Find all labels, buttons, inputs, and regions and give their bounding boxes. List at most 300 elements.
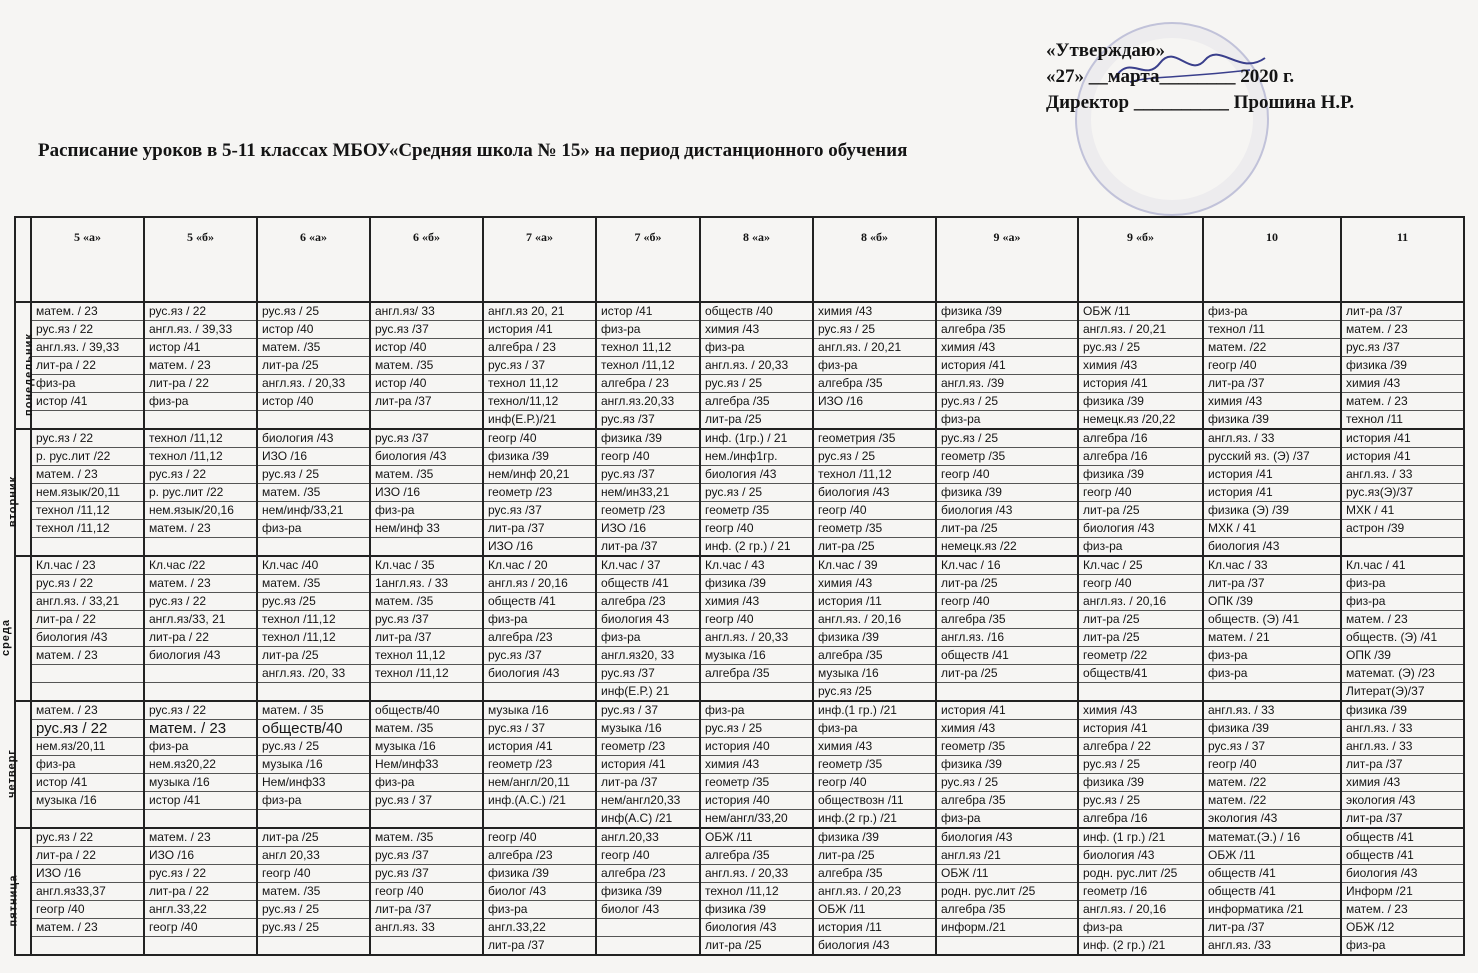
lesson-cell: англ.яз. / 33 [1203,429,1341,448]
lesson-cell: нем.языκ/20,11 [31,484,144,502]
lesson-cell [144,538,257,557]
lesson-cell: англ.яз. / 39,33 [144,321,257,339]
lesson-cell: лит-ра / 22 [144,883,257,901]
lesson-cell: инф. (2 гр.) / 21 [700,538,813,557]
day-label [0,556,31,701]
lesson-cell [596,937,700,956]
lesson-cell: ИЗО /16 [370,484,483,502]
class-header: 9 «б» [1078,217,1203,302]
lesson-cell: геогр /40 [144,919,257,937]
lesson-cell: инф(Е.Р.) 21 [596,683,700,702]
lesson-cell: технол /11,12 [144,429,257,448]
class-header: 5 «а» [31,217,144,302]
lesson-cell: технол /11,12 [144,448,257,466]
lesson-cell: англ.яз. / 33,21 [31,593,144,611]
lesson-cell: лит-ра /25 [700,937,813,956]
class-header: 7 «а» [483,217,596,302]
lesson-cell: физика /39 [483,448,596,466]
lesson-cell: рус.яз / 22 [31,828,144,847]
lesson-row [15,919,1464,937]
lesson-cell [370,411,483,430]
lesson-cell: физика /39 [813,828,936,847]
lesson-cell: инф(Е.Р.)/21 [483,411,596,430]
lesson-cell: лит-ра /37 [1203,575,1341,593]
lesson-cell: ОПК /39 [1341,647,1464,665]
lesson-cell: лит-ра /25 [936,575,1078,593]
lesson-row [15,865,1464,883]
lesson-cell: 1англ.яз. / 33 [370,575,483,593]
lesson-cell: химия /43 [700,593,813,611]
lesson-cell: геогр /40 [31,901,144,919]
lesson-cell [1203,683,1341,702]
lesson-cell: истор /40 [370,375,483,393]
lesson-cell [936,683,1078,702]
lesson-cell: нем/инф 33 [370,520,483,538]
lesson-cell: технол 11,12 [483,375,596,393]
approval-date: «27» __марта________ 2020 г. [1046,66,1295,87]
lesson-cell: рус.яз /37 [483,647,596,665]
day-label [7,429,31,556]
lesson-cell: рус.яз /37 [370,429,483,448]
lesson-cell: нем/англ/33,20 [700,810,813,829]
lesson-cell: нем/англ20,33 [596,792,700,810]
lesson-cell: биолог /43 [483,883,596,901]
lesson-cell: рус.яз / 25 [257,302,370,321]
lesson-row [15,357,1464,375]
lesson-cell: алгебра /35 [700,393,813,411]
lesson-cell: матем. /35 [370,357,483,375]
lesson-cell: лит-ра /37 [483,520,596,538]
lesson-cell: рус.яз / 25 [813,321,936,339]
lesson-cell [144,683,257,702]
lesson-cell: геогр /40 [936,593,1078,611]
lesson-cell: инф. (2 гр.) /21 [1078,937,1203,956]
lesson-cell: англ.яз. / 20,33 [700,357,813,375]
lesson-cell: англ.яз. / 20,33 [257,375,370,393]
lesson-cell: ОБЖ /12 [1341,919,1464,937]
lesson-cell: музыка /16 [700,647,813,665]
lesson-cell: геогр /40 [813,502,936,520]
lesson-cell: лит-ра /37 [596,538,700,557]
lesson-cell: химия /43 [1203,393,1341,411]
lesson-cell: англ.яз. / 20,16 [1078,901,1203,919]
lesson-cell: обществ /41 [936,647,1078,665]
lesson-cell: биология /43 [936,828,1078,847]
lesson-cell: ОБЖ /11 [813,901,936,919]
lesson-cell: биология /43 [700,919,813,937]
lesson-cell: геометр /35 [813,756,936,774]
lesson-cell: технол /11,12 [257,629,370,647]
lesson-cell: англ.яз. / 20,33 [700,865,813,883]
lesson-cell: физ-ра [1203,647,1341,665]
lesson-cell: лит-ра /37 [370,393,483,411]
lesson-cell [370,538,483,557]
lesson-cell: Кл.час / 43 [700,556,813,575]
day-name: четверг [5,748,18,798]
lesson-cell: англ.яз33,37 [31,883,144,901]
class-header: 7 «б» [596,217,700,302]
lesson-cell: история /41 [1203,484,1341,502]
lesson-cell: биология /43 [370,448,483,466]
lesson-row [15,538,1464,557]
lesson-cell: ОБЖ /11 [1203,847,1341,865]
lesson-cell: экология /43 [1203,810,1341,829]
lesson-cell: технол 11,12 [596,339,700,357]
lesson-cell: музыка /16 [813,665,936,683]
lesson-cell: матем. /35 [257,575,370,593]
lesson-cell: Кл.час / 37 [596,556,700,575]
lesson-cell: МХК / 41 [1341,502,1464,520]
lesson-cell: алгебра /35 [936,611,1078,629]
schedule-table-wrap [0,216,1443,963]
lesson-cell: англ.яз. /33 [1203,937,1341,956]
lesson-cell: геометр /35 [813,520,936,538]
lesson-cell: англ.яз. / 20,21 [1078,321,1203,339]
lesson-cell: алгебра /35 [813,375,936,393]
lesson-cell: математ.(Э.) / 16 [1203,828,1341,847]
lesson-cell: биология /43 [144,647,257,665]
lesson-cell: биология /43 [1078,847,1203,865]
lesson-cell [483,810,596,829]
lesson-cell: матем. /35 [257,484,370,502]
lesson-cell: англ.20,33 [596,828,700,847]
lesson-cell: алгебра /35 [813,647,936,665]
lesson-row [15,302,1464,321]
lesson-row [15,593,1464,611]
lesson-cell: рус.яз / 25 [700,375,813,393]
header-corner [15,217,31,302]
lesson-cell: ИЗО /16 [483,538,596,557]
lesson-cell: рус.яз /37 [370,611,483,629]
lesson-cell: физика /39 [596,883,700,901]
lesson-cell: биология /43 [936,502,1078,520]
lesson-cell: рус.яз / 37 [1203,738,1341,756]
lesson-cell: рус.яз /37 [370,321,483,339]
lesson-cell: истор /40 [370,339,483,357]
lesson-cell: англ.яз/33, 21 [144,611,257,629]
lesson-cell: геогр /40 [1078,484,1203,502]
lesson-cell: алгебра /23 [483,847,596,865]
lesson-cell: немецк.яз /22 [936,538,1078,557]
lesson-row [15,738,1464,756]
lesson-cell: Нем/инф33 [257,774,370,792]
lesson-cell: геогр /40 [483,429,596,448]
lesson-row [15,629,1464,647]
lesson-cell: биология 43 [596,611,700,629]
lesson-cell: рус.яз / 25 [257,901,370,919]
lesson-row [15,665,1464,683]
lesson-cell: немецк.яз /20,22 [1078,411,1203,430]
lesson-cell: нем/ин33,21 [596,484,700,502]
lesson-cell: алгебра / 22 [1078,738,1203,756]
lesson-cell: лит-ра / 22 [144,629,257,647]
lesson-cell: физика /39 [936,302,1078,321]
lesson-cell: лит-ра /25 [936,520,1078,538]
lesson-cell: русский яз. (Э) /37 [1203,448,1341,466]
lesson-cell: рус.яз / 25 [700,720,813,738]
lesson-cell: рус.яз / 22 [31,720,144,738]
lesson-row [15,393,1464,411]
day-name: пятница [7,874,20,926]
lesson-cell: нем.яз20,22 [144,756,257,774]
lesson-cell: музыка /16 [31,792,144,810]
class-header: 8 «б» [813,217,936,302]
lesson-cell: геометр /35 [936,738,1078,756]
lesson-cell: алгебра /35 [936,901,1078,919]
lesson-cell: технол /11,12 [257,611,370,629]
lesson-cell: биология /43 [1078,520,1203,538]
lesson-cell: англ.яз. / 33 [1341,720,1464,738]
lesson-cell [1078,683,1203,702]
lesson-cell: физ-ра [144,393,257,411]
lesson-cell: рус.яз / 22 [144,865,257,883]
lesson-cell: рус.яз /25 [813,683,936,702]
lesson-cell: матем. / 21 [1203,629,1341,647]
lesson-cell: геогр /40 [596,847,700,865]
lesson-cell: геогр /40 [370,883,483,901]
schedule-body [0,302,1464,955]
lesson-cell: лит-ра /37 [1341,302,1464,321]
lesson-cell: история /40 [700,792,813,810]
lesson-cell: рус.яз / 22 [144,593,257,611]
lesson-cell: информ./21 [936,919,1078,937]
lesson-cell [1341,538,1464,557]
lesson-cell: химия /43 [700,756,813,774]
lesson-cell: физика /39 [813,629,936,647]
lesson-cell: матем. /35 [257,883,370,901]
lesson-row [15,321,1464,339]
lesson-cell: рус.яз /37 [596,411,700,430]
lesson-cell: физ-ра [1078,919,1203,937]
lesson-cell: обществ/40 [370,701,483,720]
lesson-cell: химия /43 [813,575,936,593]
lesson-row [15,448,1464,466]
lesson-cell: геометр /23 [596,502,700,520]
day-name: среда [0,618,13,656]
lesson-cell: физ-ра [370,502,483,520]
lesson-cell: физика /39 [1203,411,1341,430]
lesson-cell: рус.яз / 25 [1078,339,1203,357]
lesson-cell: биология /43 [257,429,370,448]
lesson-row [15,937,1464,956]
lesson-cell: лит-ра /25 [1078,629,1203,647]
lesson-row [15,411,1464,430]
lesson-cell: музыка /16 [596,720,700,738]
lesson-cell [257,810,370,829]
approval-heading: «Утверждаю» [1046,40,1165,61]
lesson-cell: матем. / 23 [144,575,257,593]
lesson-cell: инф. (1 гр.) /21 [1078,828,1203,847]
lesson-cell [257,937,370,956]
lesson-cell: алгебра /35 [700,847,813,865]
lesson-cell: геометр /22 [1078,647,1203,665]
lesson-cell: истор /41 [31,393,144,411]
lesson-cell: инф(А.С) /21 [596,810,700,829]
lesson-cell: история /41 [1341,429,1464,448]
lesson-row [15,520,1464,538]
lesson-cell: истор /41 [31,774,144,792]
lesson-cell [257,538,370,557]
lesson-row [15,883,1464,901]
lesson-cell: лит-ра /25 [1078,611,1203,629]
lesson-cell: геогр /40 [257,865,370,883]
lesson-cell: физика /39 [1203,720,1341,738]
lesson-cell: рус.яз / 22 [144,466,257,484]
lesson-cell: р. рус.лит /22 [31,448,144,466]
lesson-row [15,756,1464,774]
lesson-cell: англ.яз.20,33 [596,393,700,411]
lesson-cell: Информ /21 [1341,883,1464,901]
lesson-cell: обществ /41 [1203,883,1341,901]
lesson-cell: обществ /41 [1341,828,1464,847]
lesson-cell: алгебра /35 [813,865,936,883]
lesson-cell: технол 11,12 [370,647,483,665]
lesson-cell: нем/англ/20,11 [483,774,596,792]
lesson-cell: биология /43 [813,937,936,956]
lesson-cell: матем. /35 [370,593,483,611]
lesson-cell: матем. /22 [1203,792,1341,810]
lesson-cell: нем/инф 20,21 [483,466,596,484]
lesson-cell: матем. /22 [1203,339,1341,357]
lesson-cell: Кл.час / 33 [1203,556,1341,575]
lesson-cell: англ.яз /21 [936,847,1078,865]
lesson-cell: Кл.час / 16 [936,556,1078,575]
lesson-cell: физика (Э) /39 [1203,502,1341,520]
lesson-cell: физ-ра [483,901,596,919]
lesson-cell: обществозн /11 [813,792,936,810]
lesson-cell: Нем/инф33 [370,756,483,774]
lesson-cell [483,683,596,702]
lesson-cell: история /41 [936,701,1078,720]
lesson-cell: МХК / 41 [1203,520,1341,538]
lesson-cell: лит-ра /25 [813,538,936,557]
lesson-cell: технол /11,12 [31,520,144,538]
lesson-cell: ОБЖ /11 [700,828,813,847]
lesson-cell [31,810,144,829]
lesson-cell: технол /11,12 [813,466,936,484]
lesson-row [15,828,1464,847]
lesson-cell: инф.(1 гр.) /21 [813,701,936,720]
lesson-cell: рус.яз / 25 [936,429,1078,448]
lesson-cell: рус.яз /37 [370,865,483,883]
lesson-cell: музыка /16 [144,774,257,792]
lesson-cell: лит-ра / 22 [144,375,257,393]
lesson-cell: англ.яз. /20, 33 [257,665,370,683]
lesson-cell [596,919,700,937]
class-header: 10 [1203,217,1341,302]
class-header: 6 «а» [257,217,370,302]
lesson-cell [144,937,257,956]
lesson-cell: родн. рус.лит /25 [936,883,1078,901]
lesson-cell: история /41 [1078,375,1203,393]
page-title: Расписание уроков в 5-11 классах МБОУ«Средняя школа № 15» на период дистанционного обучения [38,140,908,161]
lesson-cell: физика /39 [1341,701,1464,720]
lesson-cell: физ-ра [257,520,370,538]
lesson-row [15,901,1464,919]
lesson-cell: история /41 [936,357,1078,375]
lesson-row [15,792,1464,810]
lesson-cell: ОПК /39 [1203,593,1341,611]
lesson-cell: физика /39 [1078,774,1203,792]
lesson-cell: информатика /21 [1203,901,1341,919]
lesson-row [15,502,1464,520]
lesson-cell: инф. (1гр.) / 21 [700,429,813,448]
lesson-cell [31,411,144,430]
lesson-cell [144,665,257,683]
lesson-cell: физика /39 [700,901,813,919]
lesson-cell: лит-ра /25 [1078,502,1203,520]
lesson-cell: биология /43 [1341,865,1464,883]
lesson-row [15,484,1464,502]
lesson-cell: физ-ра [31,375,144,393]
lesson-cell: матем. /35 [370,720,483,738]
lesson-cell: физ-ра [1203,665,1341,683]
lesson-cell: обществ. (Э) /41 [1203,611,1341,629]
lesson-cell: обществ /41 [1203,865,1341,883]
lesson-row [15,683,1464,702]
lesson-cell: физ-ра [813,357,936,375]
lesson-cell: биология /43 [700,466,813,484]
lesson-cell: англ.яз. / 33 [1203,701,1341,720]
lesson-cell: история /41 [483,321,596,339]
lesson-cell: химия /43 [700,321,813,339]
lesson-row [15,339,1464,357]
lesson-cell: рус.яз /37 [596,665,700,683]
lesson-cell: ОБЖ /11 [1078,302,1203,321]
lesson-cell: англ.33,22 [144,901,257,919]
lesson-cell: р. рус.лит /22 [144,484,257,502]
lesson-cell: лит-ра /37 [1203,919,1341,937]
lesson-cell: англ.яз. / 20,23 [813,883,936,901]
lesson-cell: геометрия /35 [813,429,936,448]
lesson-cell: геометр /35 [936,448,1078,466]
lesson-row [15,720,1464,738]
lesson-cell: химия /43 [813,302,936,321]
lesson-cell: рус.яз / 22 [31,575,144,593]
lesson-row [15,810,1464,829]
lesson-cell: родн. рус.лит /25 [1078,865,1203,883]
lesson-cell: геогр /40 [700,611,813,629]
lesson-cell: матем. / 23 [1341,901,1464,919]
lesson-cell: физ-ра [700,701,813,720]
lesson-cell: рус.яз / 25 [257,919,370,937]
lesson-cell: история /11 [813,593,936,611]
lesson-cell: англ.яз. / 20,33 [700,629,813,647]
lesson-cell: физика /39 [596,429,700,448]
lesson-cell: физика /39 [1078,466,1203,484]
class-header-row [15,217,1464,302]
lesson-cell: алгебра / 23 [483,339,596,357]
lesson-row [15,701,1464,720]
lesson-cell: лит-ра /25 [257,647,370,665]
lesson-cell: музыка /16 [257,756,370,774]
lesson-cell: технол /11 [1341,411,1464,430]
lesson-cell: астрон /39 [1341,520,1464,538]
lesson-cell: алгебра /23 [596,593,700,611]
lesson-cell: алгебра /16 [1078,429,1203,448]
lesson-cell: нем.языκ/20,16 [144,502,257,520]
lesson-cell: лит-ра /25 [936,665,1078,683]
lesson-cell: Кл.час / 25 [1078,556,1203,575]
lesson-cell: физ-ра [936,411,1078,430]
lesson-cell: технол/11,12 [483,393,596,411]
lesson-cell: биология /43 [813,484,936,502]
lesson-cell: Кл.час /22 [144,556,257,575]
lesson-cell: матем. / 23 [31,919,144,937]
lesson-cell: Кл.час / 39 [813,556,936,575]
lesson-cell: химия /43 [813,738,936,756]
lesson-cell: история /41 [483,738,596,756]
